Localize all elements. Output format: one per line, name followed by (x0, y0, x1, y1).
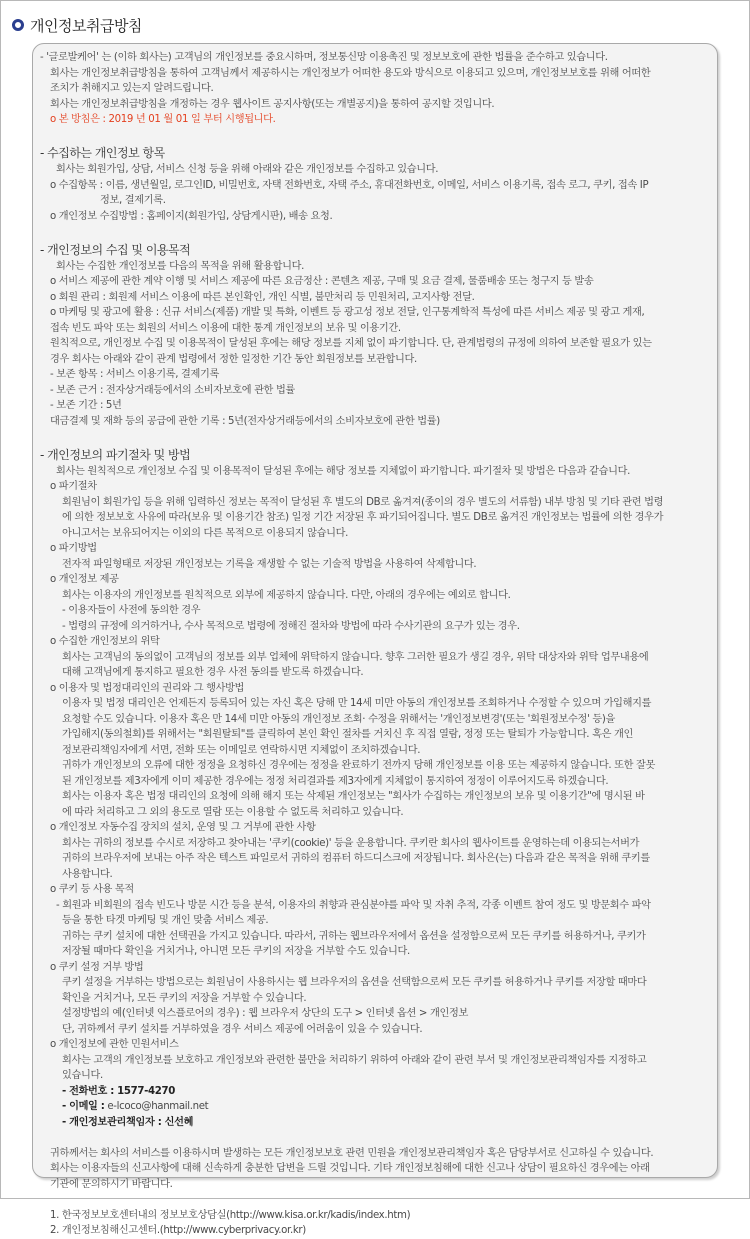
section-title-destruction: - 개인정보의 파기절차 및 방법 (40, 447, 191, 462)
body-line: 확인을 거치거나, 모든 쿠키의 저장을 거부할 수 있습니다. (62, 992, 307, 1004)
sub-heading: o 이용자 및 법정대리인의 권리와 그 행사방법 (50, 682, 245, 694)
body-line: 에 의한 정보보호 사유에 따라(보유 및 이용기간 참조) 일정 기간 저장된 후 파기되어집니다. 별도 DB로 옮겨진 개인정보는 법률에 의한 경우가 (62, 512, 664, 523)
body-line: 된 개인정보를 제3자에게 이미 제공한 경우에는 정정 처리결과를 제3자에게 지체없이 통지하여 정정이 이루어지도록 하겠습니다. (62, 775, 609, 787)
body-line: 회사는 수집한 개인정보를 다음의 목적을 위해 활용합니다. (56, 260, 305, 272)
body-line: 대금결제 및 재화 등의 공급에 관한 기록 : 5년(전자상거래등에서의 소비자보호에 관한 법률) (50, 415, 440, 427)
contact-phone: - 전화번호 : 1577-4270 (62, 1085, 175, 1097)
circle-bullet-icon (12, 19, 24, 31)
intro-line: 회사는 개인정보취급방침을 통하여 고객님께서 제공하시는 개인정보가 어떠한 용도와 방식으로 이용되고 있으며, 개인정보보호를 위해 어떠한 (50, 67, 651, 79)
intro-line: 조치가 취해지고 있는지 알려드립니다. (50, 83, 214, 94)
body-line: 접속 빈도 파악 또는 회원의 서비스 이용에 대한 통계 개인정보의 보유 및 이용기간. (50, 322, 401, 334)
body-line: 귀하의 브라우저에 보내는 아주 작은 텍스트 파일로서 귀하의 컴퓨터 하드디스크에 저장됩니다. 회사은(는) 다음과 같은 목적을 위해 쿠키를 (62, 853, 650, 864)
sub-heading: o 쿠키 설정 거부 방법 (50, 961, 144, 973)
closing-line: 회사는 이용자들의 신고사항에 대해 신속하게 충분한 답변을 드릴 것입니다. 기타 개인정보침해에 대한 신고나 상담이 필요하신 경우에는 아래 (50, 1163, 650, 1174)
body-line: 단, 귀하께서 쿠키 설치를 거부하였을 경우 서비스 제공에 어려움이 있을 수 있습니다. (62, 1023, 423, 1035)
contact-email-label: - 이메일 : (62, 1101, 105, 1112)
closing-line: 기관에 문의하시기 바랍니다. (50, 1178, 173, 1190)
body-line: 정보관리책임자에게 서면, 전화 또는 이메일로 연락하시면 지체없이 조치하겠습니다. (62, 744, 421, 756)
body-line: - 법령의 규정에 의거하거나, 수사 목적으로 법령에 정해진 절차와 방법에 따라 수사기관의 요구가 있는 경우. (62, 620, 520, 632)
page-header (12, 14, 142, 36)
body-line: o 마케팅 및 광고에 활용 : 신규 서비스(제품) 개발 및 특화, 이벤트 등 광고성 정보 전달, 인구통계학적 특성에 따른 서비스 제공 및 광고 게재, (50, 307, 645, 318)
sub-heading: o 개인정보에 관한 민원서비스 (50, 1039, 179, 1050)
body-line: 정보, 결제기록. (100, 195, 166, 206)
body-line: o 서비스 제공에 관한 계약 이행 및 서비스 제공에 따른 요금정산 : 콘텐츠 제공, 구매 및 요금 결제, 물품배송 또는 청구지 등 발송 (50, 276, 594, 287)
body-line: 있습니다. (62, 1070, 103, 1081)
section-title-purpose: - 개인정보의 수집 및 이용목적 (40, 242, 191, 257)
body-line: o 개인정보 수집방법 : 홈페이지(회원가입, 상담게시판), 배송 요청. (50, 210, 333, 222)
body-line: 대해 고객님에게 통지하고 필요한 경우 사전 동의를 받도록 하겠습니다. (62, 667, 364, 678)
body-line: 회사는 고객의 개인정보를 보호하고 개인정보와 관련한 불만을 처리하기 위하여 아래와 같이 관련 부서 및 개인정보관리책임자를 지정하고 (62, 1054, 647, 1066)
body-line: o 수집항목 : 이름, 생년월일, 로그인ID, 비밀번호, 자택 전화번호, 자택 주소, 휴대전화번호, 이메일, 서비스 이용기록, 접속 로그, 쿠키, 접속 IP (50, 179, 649, 191)
body-line: - 보존 항목 : 서비스 이용기록, 결제기록 (50, 369, 219, 380)
body-line: 회사는 이용자 혹은 법정 대리인의 요청에 의해 해지 또는 삭제된 개인정보는 "회사가 수집하는 개인정보의 보유 및 이용기간"에 명시된 바 (62, 791, 645, 802)
body-line: - 회원과 비회원의 접속 빈도나 방문 시간 등을 분석, 이용자의 취향과 관심분야를 파악 및 자취 추적, 각종 이벤트 참여 정도 및 방문회수 파악 (56, 899, 651, 911)
sub-heading: o 쿠키 등 사용 목적 (50, 884, 134, 895)
body-line: 귀하는 쿠키 설치에 대한 선택권을 가지고 있습니다. 따라서, 귀하는 웹브라우저에서 옵션을 설정함으로써 모든 쿠키를 허용하거나, 쿠키가 (62, 930, 646, 942)
sub-heading: o 파기절차 (50, 481, 97, 492)
page-title: 개인정보취급방침 (30, 16, 142, 35)
body-line: - 보존 기간 : 5년 (50, 400, 122, 411)
policy-content (40, 50, 716, 1239)
body-line: - 이용자들이 사전에 동의한 경우 (62, 605, 201, 616)
sub-heading: o 파기방법 (50, 543, 97, 554)
reference-link-cyberprivacy[interactable]: 2. 개인정보침해신고센터.(http://www.cyberprivacy.or.kr) (50, 1225, 306, 1236)
body-line: 귀하가 개인정보의 오류에 대한 정정을 요청하신 경우에는 정정을 완료하기 전까지 당해 개인정보를 이용 또는 제공하지 않습니다. 또한 잘못 (62, 760, 655, 771)
body-line: 에 따라 처리하고 그 외의 용도로 열람 또는 이용할 수 없도록 처리하고 있습니다. (62, 806, 404, 818)
body-line: 회사는 귀하의 정보를 수시로 저장하고 찾아내는 '쿠키(cookie)' 등을 운용합니다. 쿠키란 회사의 웹사이트를 운영하는데 이용되는서버가 (62, 837, 640, 849)
body-line: 회원님이 회원가입 등을 위해 입력하신 정보는 목적이 달성된 후 별도의 DB로 옮겨져(종이의 경우 별도의 서류함) 내부 방침 및 기타 관련 법령 (62, 496, 664, 508)
body-line: 가입해지(동의철회)를 위해서는 "회원탈퇴"를 클릭하여 본인 확인 절차를 거치신 후 직접 열람, 정정 또는 탈퇴가 가능합니다. 혹은 개인 (62, 729, 633, 740)
sub-heading: o 개인정보 제공 (50, 574, 119, 585)
closing-line: 귀하께서는 회사의 서비스를 이용하시며 발생하는 모든 개인정보보호 관련 민원을 개인정보관리책임자 혹은 담당부서로 신고하실 수 있습니다. (50, 1147, 654, 1159)
body-line: 원칙적으로, 개인정보 수집 및 이용목적이 달성된 후에는 해당 정보를 지체 없이 파기합니다. 단, 관계법령의 규정에 의하여 보존할 필요가 있는 (50, 338, 652, 349)
intro-line: - '글로발케어' 는 (이하 회사는) 고객님의 개인정보를 중요시하며, 정보통신망 이용촉진 및 정보보호에 관한 법률을 준수하고 있습니다. (40, 52, 608, 63)
contact-email (40, 1099, 716, 1115)
body-line: 요청할 수도 있습니다. 이용자 혹은 만 14세 미만 아동의 개인정보 조회· 수정을 위해서는 '개인정보변경'(또는 '회원정보수정' 등)을 (62, 713, 615, 725)
body-line: - 보존 근거 : 전자상거래등에서의 소비자보호에 관한 법률 (50, 384, 295, 396)
body-line: 등을 통한 타겟 마케팅 및 개인 맞춤 서비스 제공. (62, 915, 269, 926)
body-line: 전자적 파일형태로 저장된 개인정보는 기록을 재생할 수 없는 기술적 방법을 사용하여 삭제합니다. (62, 558, 477, 570)
body-line: 회사는 회원가입, 상담, 서비스 신청 등을 위해 아래와 같은 개인정보를 수집하고 있습니다. (56, 164, 439, 175)
sub-heading: o 개인정보 자동수집 장치의 설치, 운영 및 그 거부에 관한 사항 (50, 822, 316, 833)
body-line: o 회원 관리 : 회원제 서비스 이용에 따른 본인확인, 개인 식별, 불만처리 등 민원처리, 고지사항 전달. (50, 291, 475, 303)
body-line: 이용자 및 법정 대리인은 언제든지 등록되어 있는 자신 혹은 당해 만 14세 미만 아동의 개인정보를 조회하거나 수정할 수 있으며 가입해지를 (62, 698, 652, 709)
section-title-collect-items: - 수집하는 개인정보 항목 (40, 146, 165, 160)
contact-manager: - 개인정보관리책임자 : 신선혜 (62, 1116, 194, 1128)
sub-heading: o 수집한 개인정보의 위탁 (50, 636, 160, 647)
contact-email-link[interactable]: e-lcoco@hanmail.net (107, 1101, 209, 1112)
body-line: 회사는 고객님의 동의없이 고객님의 정보를 외부 업체에 위탁하지 않습니다. 향후 그러한 필요가 생길 경우, 위탁 대상자와 위탁 업무내용에 (62, 651, 649, 663)
body-line: 사용합니다. (62, 868, 113, 880)
body-line: 쿠키 설정을 거부하는 방법으로는 회원님이 사용하시는 웹 브라우저의 옵션을 선택함으로써 모든 쿠키를 허용하거나 쿠키를 저장할 때마다 (62, 977, 647, 988)
intro-line: 회사는 개인정보취급방침을 개정하는 경우 웹사이트 공지사항(또는 개별공지)을 통하여 공지할 것입니다. (50, 98, 495, 110)
effective-date: o 본 방침은 : 2019 년 01 월 01 일 부터 시행됩니다. (50, 114, 276, 125)
body-line: 저장될 때마다 확인을 거치거나, 아니면 모든 쿠키의 저장을 거부할 수도 있습니다. (62, 946, 410, 957)
body-line: 아니고서는 보유되어지는 이외의 다른 목적으로 이용되지 않습니다. (62, 527, 348, 539)
body-line: 경우 회사는 아래와 같이 관계 법령에서 정한 일정한 기간 동안 회원정보를 보관합니다. (50, 353, 417, 365)
body-line: 설정방법의 예(인터넷 익스플로어의 경우) : 웹 브라우저 상단의 도구 > 인터넷 옵션 > 개인정보 (62, 1008, 468, 1019)
body-line: 회사는 이용자의 개인정보를 원칙적으로 외부에 제공하지 않습니다. 다만, 아래의 경우에는 예외로 합니다. (62, 589, 511, 601)
reference-link-kisa[interactable]: 1. 한국정보보호센터내의 정보보호상담실(http://www.kisa.or.kr/kadis/index.htm) (50, 1209, 411, 1221)
body-line: 회사는 원칙적으로 개인정보 수집 및 이용목적이 달성된 후에는 해당 정보를 지체없이 파기합니다. 파기절차 및 방법은 다음과 같습니다. (56, 465, 630, 477)
